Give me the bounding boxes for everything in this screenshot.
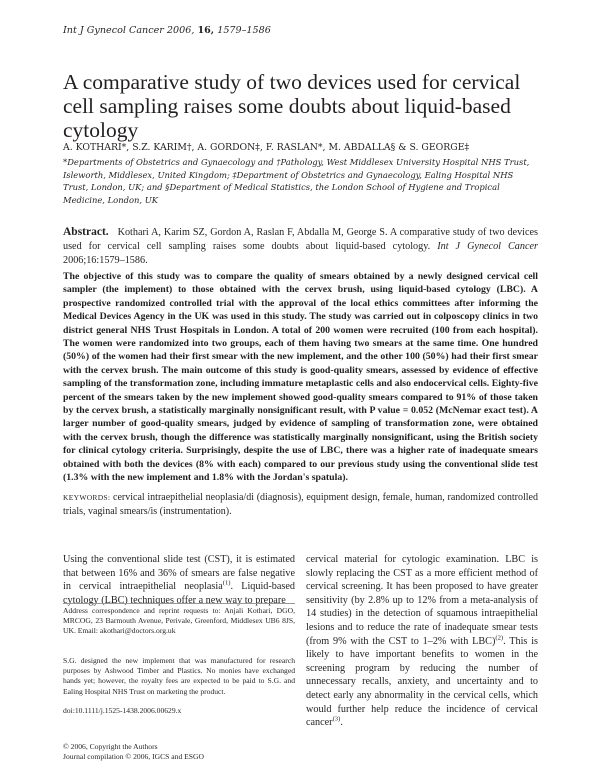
citation-journal: Int J Gynecol Cancer xyxy=(437,241,538,252)
footnote-disclosure: S.G. designed the new implement that was manufactured for research purposes by Ashwood Timber and Plastics. No monies have exchanged hands yet; however, the royalty fees are expected to be paid to S.G. and Ealing Hospital NHS Trust on marketing the product. xyxy=(63,656,295,696)
affiliations: *Departments of Obstetrics and Gynaecology and †Pathology, West Middlesex University Hospital NHS Trust, Isleworth, Middlesex, United Kingdom; ‡Department of Obstetrics and Gynaecology, Ealing Hospital NHS Trust, London, UK; and §Department of Medical Statistics, the London School of Hygiene and Tropical Medicine, London, UK xyxy=(63,157,530,205)
journal-pages: 1579–1586 xyxy=(217,25,271,36)
journal-abbrev: Int J Gynecol Cancer xyxy=(63,25,164,36)
footnote-address: Address correspondence and reprint requests to: Anjali Kothari, DGO, MRCOG, 23 Barmouth Avenue, Perivale, Greenford, Middlesex UB6 8JS, UK. Email: akothari@doctors.org.uk xyxy=(63,606,295,636)
body-column-left xyxy=(63,553,295,607)
copyright-line-2: Journal compilation © 2006, IGCS and ESGO xyxy=(63,752,204,761)
footnote-divider xyxy=(63,603,295,604)
abstract-heading: Abstract. xyxy=(63,226,109,238)
abstract-body: The objective of this study was to compare the quality of smears obtained by a newly designed cervical cell sampler (the implement) to those obtained with the cervex brush, using liquid-based cytology (LBC). A prospective randomized controlled trial with the approval of the local ethics committees after informing the Medical Devices Agency in the UK was used in this study. The study was carried out in colposcopy clinics in two district general NHS Trust Hospitals in London. A total of 200 women were recruited (100 from each hospital). The women were randomized into two groups, each of them having two smears at the same time. One hundred (50%) of the women had their first smear with the new implement, and the other 100 (50%) had their first smear with the cervex brush. The main outcome of this study is good-quality smears, assessed by evidence of effective sampling of the transformation zone, including immature metaplastic cells and also endocervical cells. Eighty-five percent of the smears taken by the new implement showed good-quality smears compared to 91% of those taken by the cervex brush, a statistically marginally nonsignificant result, with P value = 0.052 (McNemar exact test). A larger number of good-quality smears, judged by evidence of sampling of transformation zone, were obtained with the cervex brush, though the difference was statistically marginally nonsignificant, using the British society for clinical cytology criteria. Surprisingly, despite the use of LBC, there was a higher rate of inadequate smears obtained with both the devices (8% with each) compared to our previous study using the conventional slide test (1.3% with the new implement and 1.8% with the Jordan's spatula). xyxy=(63,271,538,484)
paper-title: A comparative study of two devices used for cervical cell sampling raises some doubts about liquid-based cytology xyxy=(63,70,521,142)
journal-reference xyxy=(63,25,271,36)
copyright xyxy=(63,742,204,762)
copyright-line-1: © 2006, Copyright the Authors xyxy=(63,742,158,751)
keywords xyxy=(63,491,538,519)
reference-3: (3) xyxy=(332,715,341,723)
intro-paragraph-continued: cervical material for cytologic examination. LBC is slowly replacing the CST as a more efficient method of cervical screening. It has been proposed to have greater sensitivity (by 2.8% up to 12% from a meta-analysis of 14 studies) in the detection of squamous intraepithelial lesions and to reduce the rate of inadequate smear tests (from 9% with the CST to 1–2% with LBC)$^{(2)}$. This is likely to have important benefits to women in the screening program by reducing the number of unnecessary recalls, anxiety, and uncertainty and to detect early any abnormality in the cervical cells, which would further help reduce the incidence of cervical cancer$^{(3)}$. xyxy=(306,554,538,729)
journal-year: 2006, xyxy=(166,25,195,36)
keywords-label: KEYWORDS: xyxy=(63,493,111,502)
intro-paragraph-start: Using the conventional slide test (CST), it is estimated that between 16% and 36% of smears are false negative in cervical intraepithelial neoplasia$^{(1)}$. Liquid-based cytology (LBC) techniques offer a new way to prepare xyxy=(63,554,295,606)
keywords-text: cervical intraepithelial neoplasia/di (diagnosis), equipment design, female, human, randomized controlled trials, vaginal smears/is (instrumentation). xyxy=(63,492,538,517)
body-column-right xyxy=(306,553,538,730)
footnote-doi: doi:10.1111/j.1525-1438.2006.00629.x xyxy=(63,706,182,715)
reference-2: (2) xyxy=(495,634,504,642)
abstract-citation xyxy=(63,225,538,268)
citation-tail: 2006;16:1579–1586. xyxy=(63,255,148,266)
journal-volume: 16, xyxy=(197,25,215,36)
citation-text: Kothari A, Karim SZ, Gordon A, Raslan F, Abdalla M, George S. A comparative study of two devices used for cervical cell sampling raises some doubts about liquid-based cytology. xyxy=(63,227,539,252)
reference-1: (1) xyxy=(222,579,231,587)
author-list: A. KOTHARI*, S.Z. KARIM†, A. GORDON‡, F. RASLAN*, M. ABDALLA§ & S. GEORGE‡ xyxy=(63,142,470,153)
